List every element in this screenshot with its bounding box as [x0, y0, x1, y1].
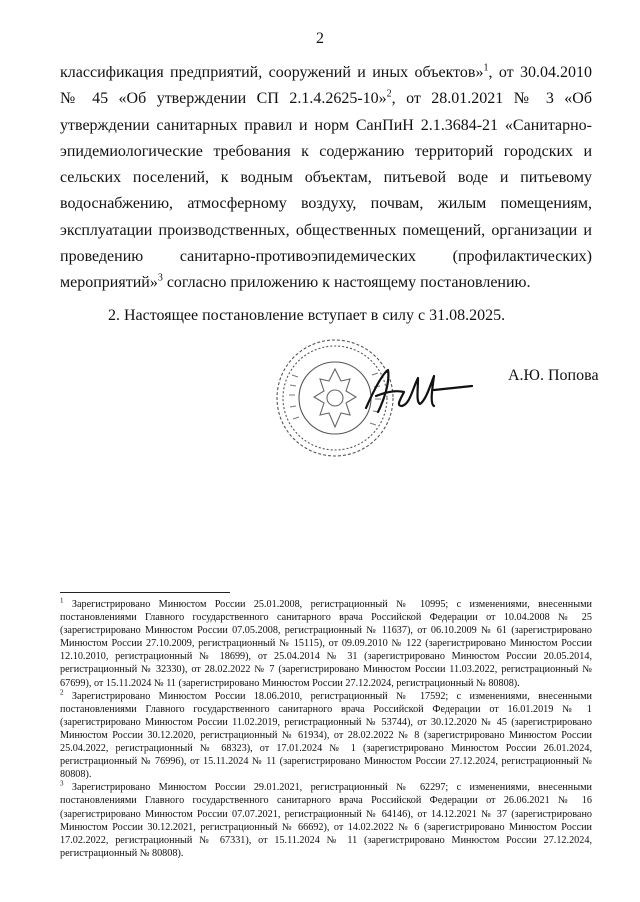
- paragraph-1-part-b: , от 30.04.2010 № 45 «Об утверждении СП 2.1.4.2625-10»: [60, 64, 593, 108]
- footnote-text: Зарегистрировано Минюстом России 29.01.2021, регистрационный № 62297; с изменениями, внесенными постановлениями Главного государственного санитарного врача Российской Федерации от 26.06.2021 № 16 (зарегистрировано Минюстом России 07.07.2021, регистрационный № 64146), от 14.12.2021 № 37 (зарегистрировано Минюстом России 30.12.2021, регистрационный № 66692), от 14.02.2022 № 6 (зарегистрировано Минюстом России 17.02.2022, регистрационный № 67331), от 15.11.2024 № 11 (зарегистрировано Минюстом России 27.12.2024, регистрационный № 80808).: [60, 782, 592, 859]
- handwritten-signature: [360, 360, 480, 420]
- signatory-name: А.Ю. Попова: [508, 367, 599, 384]
- page-number: 2: [316, 30, 324, 47]
- footnote-separator: [60, 592, 230, 593]
- footnote-ref-2: 2: [386, 88, 392, 100]
- footnote-mark: 1: [60, 596, 64, 605]
- footnote-1: [60, 598, 592, 690]
- footnote-ref-1: 1: [483, 62, 489, 74]
- footnotes: [60, 598, 592, 860]
- clause-2: 2. Настоящее постановление вступает в силу с 31.08.2025.: [108, 306, 506, 324]
- paragraph-1-part-a: классификация предприятий, сооружений и иных объектов»: [60, 64, 484, 81]
- paragraph-1-part-c: , от 28.01.2021 № 3 «Об утверждении санитарных правил и норм СанПиН 2.1.3684-21 «Санитарно-эпидемиологические требования к содержанию территорий городских и сельских поселений, к водным объектам, питьевой воде и питьевому водоснабжению, атмосферному воздуху, почвам, жилым помещениям, эксплуатации производственных, общественных помещений, организации и проведению санитарно-противоэпидемических (профилактических) мероприятий»: [60, 90, 592, 292]
- paragraph-1: [60, 60, 592, 297]
- footnote-mark: 3: [60, 779, 64, 788]
- footnote-text: Зарегистрировано Минюстом России 25.01.2008, регистрационный № 10995; с изменениями, внесенными постановлениями Главного государственного санитарного врача Российской Федерации от 10.04.2008 № 25 (зарегистрировано Минюстом России 07.05.2008, регистрационный № 11637), от 06.10.2009 № 61 (зарегистрировано Минюстом России 27.10.2009, регистрационный № 15115), от 09.09.2010 № 122 (зарегистрировано Минюстом России 12.10.2010, регистрационный № 18699), от 25.04.2014 № 31 (зарегистрировано Минюстом России 20.05.2014, регистрационный № 32330), от 28.02.2022 № 7 (зарегистрировано Минюстом России 11.03.2022, регистрационный № 67699), от 15.11.2024 № 11 (зарегистрировано Минюстом России 27.12.2024, регистрационный № 80808).: [60, 599, 592, 689]
- footnote-ref-3: 3: [157, 273, 163, 285]
- footnote-2: [60, 690, 592, 782]
- footnote-mark: 2: [60, 688, 64, 697]
- footnote-3: [60, 781, 592, 860]
- footnote-text: Зарегистрировано Минюстом России 18.06.2010, регистрационный № 17592; с изменениями, внесенными постановлениями Главного государственного санитарного врача Российской Федерации от 16.01.2019 № 1 (зарегистрировано Минюстом России 11.02.2019, регистрационный № 53744), от 30.12.2020 № 45 (зарегистрировано Минюстом России 30.12.2020, регистрационный № 61934), от 28.02.2022 № 8 (зарегистрировано Минюстом России 25.04.2022, регистрационный № 68323), от 17.01.2024 № 1 (зарегистрировано Минюстом России 26.01.2024, регистрационный № 76996), от 15.11.2024 № 11 (зарегистрировано Минюстом России 27.12.2024, регистрационный № 80808).: [60, 690, 592, 781]
- paragraph-1-part-d: согласно приложению к настоящему постановлению.: [162, 274, 531, 292]
- document-body: [60, 60, 592, 329]
